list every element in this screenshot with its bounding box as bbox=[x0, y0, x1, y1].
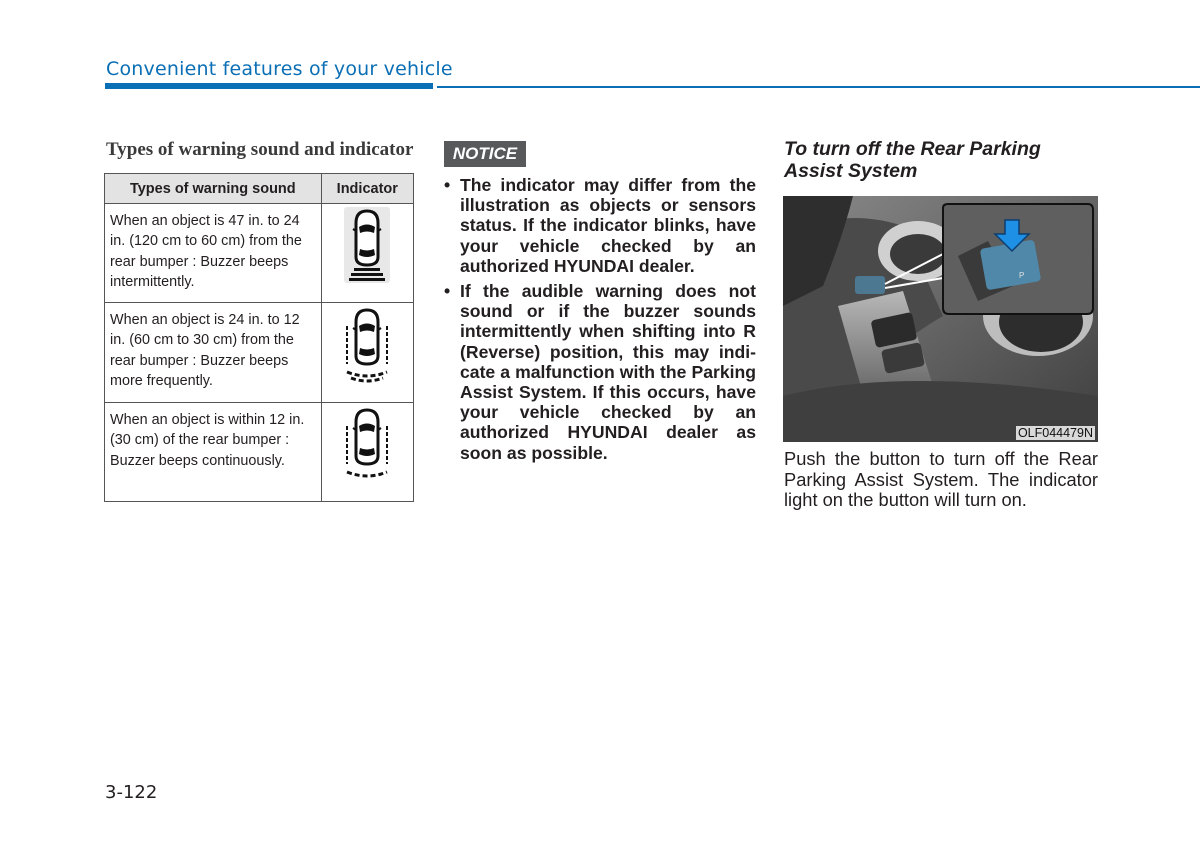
column-header-indicator: Indicator bbox=[321, 174, 413, 204]
sound-description: When an object is within 12 in. (30 cm) of the rear bumper : Buzzer beeps continuously. bbox=[105, 403, 322, 502]
sound-description: When an object is 47 in. to 24 in. (120 cm to 60 cm) from the rear bumper : Buzzer beeps intermittently. bbox=[105, 204, 322, 303]
warning-sound-table bbox=[104, 173, 414, 502]
list-item: • The indicator may differ from the illustration as objects or sensors status. If the indicator blinks, have your vehicle checked by an authorized HYUNDAI dealer. bbox=[442, 175, 756, 276]
car-indicator-stage1-icon bbox=[342, 205, 392, 285]
table-row bbox=[105, 403, 414, 502]
section-heading: Types of warning sound and indicator bbox=[106, 139, 414, 160]
indicator-cell bbox=[321, 403, 413, 502]
photo-code: OLF044479N bbox=[1017, 426, 1093, 440]
indicator-cell bbox=[321, 204, 413, 303]
page-number: 3-122 bbox=[105, 782, 158, 803]
instruction-text: Push the button to turn off the Rear Parking Assist System. The indicator light on the button will turn on. bbox=[784, 448, 1098, 511]
column-header-sound: Types of warning sound bbox=[105, 174, 322, 204]
console-button-photo bbox=[783, 196, 1098, 442]
table-row bbox=[105, 303, 414, 403]
chapter-title: Convenient features of your vehicle bbox=[106, 58, 453, 80]
indicator-cell bbox=[321, 303, 413, 403]
header-rule-thin bbox=[437, 86, 1200, 88]
car-indicator-stage2-icon bbox=[342, 304, 392, 384]
car-indicator-stage3-icon bbox=[342, 404, 392, 484]
list-item: • If the audible warning does not sound or if the buzzer sounds intermittently when shifting into R (Reverse) position, this may indi-cate a malfunction with the Parking Assist System. If this occurs, have your vehicle checked by an authorized HYUNDAI dealer as soon as possible. bbox=[442, 281, 756, 463]
sound-description: When an object is 24 in. to 12 in. (60 cm to 30 cm) from the rear bumper : Buzzer beeps more frequently. bbox=[105, 303, 322, 403]
table-header-row bbox=[105, 174, 414, 204]
header-rule-thick bbox=[105, 83, 433, 89]
svg-text:P: P bbox=[1019, 271, 1025, 280]
subsection-heading: To turn off the Rear Parking Assist System bbox=[784, 138, 1041, 182]
console-illustration bbox=[783, 196, 1098, 442]
table-row bbox=[105, 204, 414, 303]
notice-badge: NOTICE bbox=[444, 141, 526, 167]
notice-list bbox=[442, 175, 756, 468]
